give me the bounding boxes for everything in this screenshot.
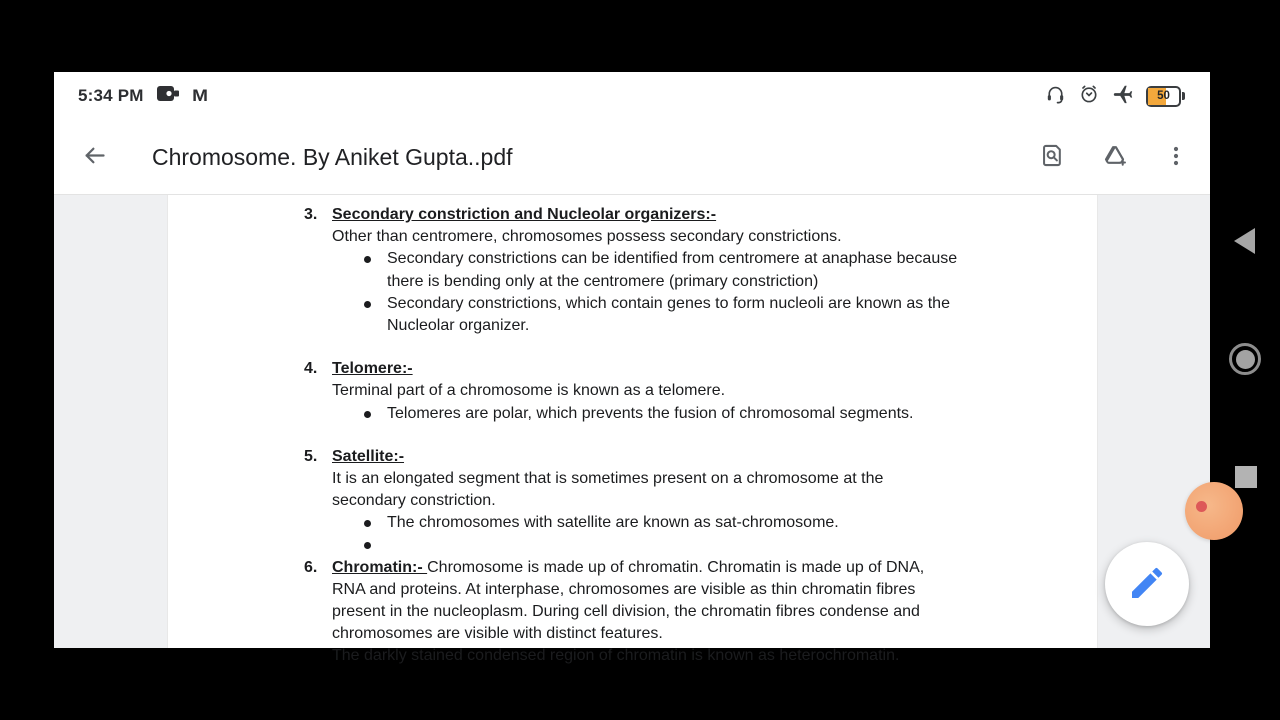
heading-text: Telomere:- bbox=[332, 360, 413, 378]
doc-heading-line bbox=[168, 204, 1097, 226]
line-text: chromosomes are visible with distinct features. bbox=[332, 625, 663, 643]
doc-text-line bbox=[168, 315, 1097, 337]
doc-bullet-line bbox=[168, 293, 1097, 315]
phone-screen bbox=[54, 72, 1210, 665]
line-text: there is bending only at the centromere (primary constriction) bbox=[387, 272, 819, 290]
overflow-menu-icon bbox=[1164, 144, 1188, 171]
doc-heading-line bbox=[168, 557, 1097, 579]
heading-text: Secondary constriction and Nucleolar organizers:- bbox=[332, 206, 717, 223]
screen-recorder-bubble[interactable] bbox=[1185, 482, 1243, 540]
line-text: Other than centromere, chromosomes possess secondary constrictions. bbox=[332, 228, 842, 246]
battery-percent: 50 bbox=[1157, 89, 1170, 102]
doc-text-line bbox=[168, 490, 1097, 512]
bullet-dot-icon bbox=[364, 542, 371, 549]
pdf-page bbox=[167, 195, 1098, 665]
list-number: 3. bbox=[304, 206, 318, 223]
app-bar bbox=[54, 120, 1210, 194]
battery-nub bbox=[1182, 92, 1185, 100]
back-arrow-icon bbox=[81, 142, 108, 172]
m-app-status-icon: M bbox=[191, 86, 208, 105]
battery-body bbox=[1146, 86, 1181, 107]
find-in-document-icon bbox=[1039, 142, 1066, 172]
line-text: Nucleolar organizer. bbox=[387, 316, 530, 334]
recorder-dot-icon bbox=[1196, 501, 1207, 512]
list-number: 6. bbox=[304, 558, 318, 576]
document-title: Chromosome. By Aniket Gupta..pdf bbox=[152, 143, 513, 170]
doc-bullet-line bbox=[168, 512, 1097, 534]
line-text: Telomeres are polar, which prevents the fusion of chromosomal segments. bbox=[387, 404, 914, 422]
find-in-document-button[interactable] bbox=[1030, 135, 1074, 179]
list-number: 5. bbox=[304, 447, 318, 465]
line-text: It is an elongated segment that is sometimes present on a chromosome at the bbox=[332, 469, 884, 487]
doc-text-line bbox=[168, 380, 1097, 402]
android-home-inner-circle bbox=[1236, 350, 1255, 369]
line-text: The darkly stained condensed region of chromatin is known as heterochromatin. bbox=[332, 647, 900, 665]
headset-icon bbox=[1044, 83, 1067, 110]
bullet-dot-icon bbox=[364, 256, 371, 263]
bullet-dot-icon bbox=[364, 411, 371, 418]
doc-bullet-line bbox=[168, 534, 1097, 556]
line-text: The chromosomes with satellite are known as sat-chromosome. bbox=[387, 514, 839, 532]
line-text: Secondary constrictions can be identified from centromere at anaphase because bbox=[387, 250, 958, 268]
pdf-text-block bbox=[168, 204, 1097, 668]
line-text: Terminal part of a chromosome is known as a telomere. bbox=[332, 382, 726, 400]
bullet-dot-icon bbox=[364, 520, 371, 527]
doc-heading-line bbox=[168, 446, 1097, 468]
heading-text: Chromatin:- bbox=[332, 558, 428, 576]
add-to-drive-icon bbox=[1100, 142, 1129, 172]
status-bar-left bbox=[78, 85, 207, 107]
doc-text-line bbox=[168, 468, 1097, 490]
line-text: present in the nucleoplasm. During cell division, the chromatin fibres condense and bbox=[332, 603, 920, 620]
pdf-viewer-content[interactable] bbox=[54, 194, 1210, 665]
add-to-drive-button[interactable] bbox=[1092, 135, 1136, 179]
doc-bullet-line bbox=[168, 248, 1097, 270]
list-number: 4. bbox=[304, 360, 318, 378]
android-recents-button[interactable] bbox=[1235, 466, 1257, 488]
doc-bullet-line bbox=[168, 403, 1097, 425]
battery-icon bbox=[1146, 86, 1185, 107]
status-time: 5:34 PM bbox=[78, 86, 144, 105]
status-bar bbox=[54, 72, 1210, 120]
alarm-clock-icon bbox=[1078, 83, 1100, 110]
airplane-mode-icon bbox=[1111, 83, 1135, 110]
edit-fab-button[interactable] bbox=[1105, 542, 1189, 626]
status-bar-right bbox=[1044, 83, 1185, 110]
line-text: secondary constriction. bbox=[332, 492, 496, 510]
doc-text-line bbox=[168, 271, 1097, 293]
doc-text-line bbox=[168, 601, 1097, 623]
edit-pencil-icon bbox=[1127, 563, 1167, 606]
overflow-menu-button[interactable] bbox=[1154, 135, 1198, 179]
android-back-button[interactable] bbox=[1234, 228, 1255, 254]
line-text: Chromosome is made up of chromatin. Chromatin is made up of DNA, bbox=[427, 558, 925, 576]
doc-text-line bbox=[168, 579, 1097, 601]
heading-text: Satellite:- bbox=[332, 447, 405, 465]
line-text: Secondary constrictions, which contain genes to form nucleoli are known as the bbox=[387, 294, 950, 312]
doc-text-line bbox=[168, 226, 1097, 248]
doc-text-line bbox=[168, 645, 1097, 667]
line-text: RNA and proteins. At interphase, chromosomes are visible as thin chromatin fibres bbox=[332, 580, 916, 598]
bullet-dot-icon bbox=[364, 301, 371, 308]
app-bar-actions bbox=[1030, 135, 1210, 179]
doc-heading-line bbox=[168, 358, 1097, 380]
android-home-button[interactable] bbox=[1229, 343, 1261, 375]
doc-text-line bbox=[168, 623, 1097, 645]
screen-record-camera-icon bbox=[157, 85, 180, 107]
back-button[interactable] bbox=[72, 135, 116, 179]
